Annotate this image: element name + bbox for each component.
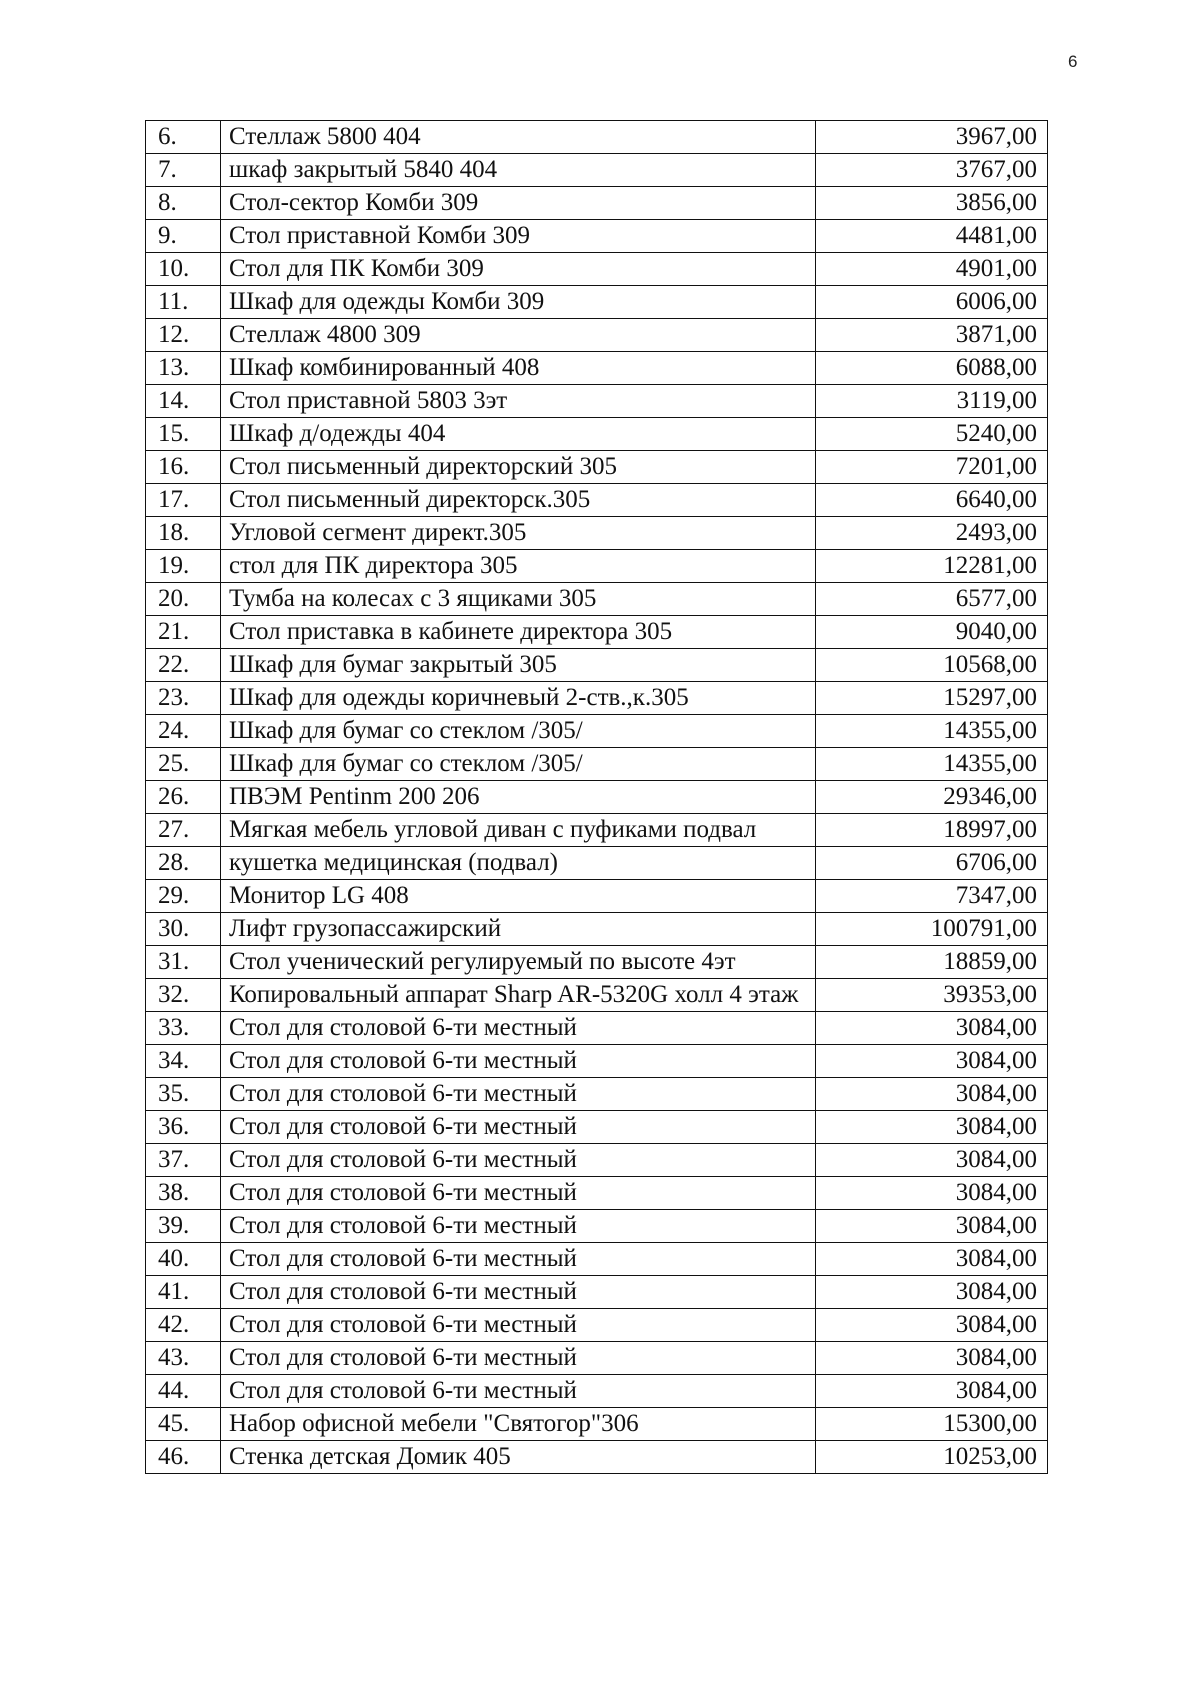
item-name-cell: Стол письменный директорск.305 (221, 484, 816, 517)
row-number-cell: 23. (146, 682, 221, 715)
row-number-cell: 44. (146, 1375, 221, 1408)
item-price-cell: 18859,00 (816, 946, 1048, 979)
item-name-cell: Шкаф для бумаг закрытый 305 (221, 649, 816, 682)
table-row (146, 550, 1048, 583)
row-number-cell: 11. (146, 286, 221, 319)
row-number-cell: 12. (146, 319, 221, 352)
table-row (146, 319, 1048, 352)
item-price-cell: 3084,00 (816, 1045, 1048, 1078)
row-number-cell: 14. (146, 385, 221, 418)
table-row (146, 913, 1048, 946)
item-name-cell: Стол-сектор Комби 309 (221, 187, 816, 220)
table-row (146, 649, 1048, 682)
item-price-cell: 10253,00 (816, 1441, 1048, 1474)
item-name-cell: стол для ПК директора 305 (221, 550, 816, 583)
item-name-cell: Тумба на колесах с 3 ящиками 305 (221, 583, 816, 616)
item-price-cell: 3767,00 (816, 154, 1048, 187)
row-number-cell: 16. (146, 451, 221, 484)
row-number-cell: 24. (146, 715, 221, 748)
item-price-cell: 3856,00 (816, 187, 1048, 220)
table-row (146, 583, 1048, 616)
row-number-cell: 33. (146, 1012, 221, 1045)
table-row (146, 1309, 1048, 1342)
item-name-cell: Стол ученический регулируемый по высоте 4эт (221, 946, 816, 979)
item-name-cell: Стенка детская Домик 405 (221, 1441, 816, 1474)
item-name-cell: Мягкая мебель угловой диван с пуфиками подвал (221, 814, 816, 847)
item-name-cell: Стол для столовой 6-ти местный (221, 1210, 816, 1243)
row-number-cell: 45. (146, 1408, 221, 1441)
item-price-cell: 10568,00 (816, 649, 1048, 682)
item-name-cell: Стол письменный директорский 305 (221, 451, 816, 484)
item-name-cell: Набор офисной мебели "Святогор"306 (221, 1408, 816, 1441)
item-price-cell: 6088,00 (816, 352, 1048, 385)
row-number-cell: 36. (146, 1111, 221, 1144)
table-row (146, 517, 1048, 550)
table-row (146, 1012, 1048, 1045)
table-row (146, 847, 1048, 880)
table-row (146, 1243, 1048, 1276)
row-number-cell: 15. (146, 418, 221, 451)
row-number-cell: 6. (146, 121, 221, 154)
item-name-cell: ПВЭМ Pentinm 200 206 (221, 781, 816, 814)
table-row (146, 220, 1048, 253)
item-name-cell: Стол для ПК Комби 309 (221, 253, 816, 286)
row-number-cell: 37. (146, 1144, 221, 1177)
table-row (146, 1441, 1048, 1474)
table-row (146, 187, 1048, 220)
table-row (146, 484, 1048, 517)
item-price-cell: 3084,00 (816, 1342, 1048, 1375)
row-number-cell: 19. (146, 550, 221, 583)
item-price-cell: 3084,00 (816, 1276, 1048, 1309)
row-number-cell: 38. (146, 1177, 221, 1210)
item-name-cell: Стол для столовой 6-ти местный (221, 1342, 816, 1375)
row-number-cell: 40. (146, 1243, 221, 1276)
table-row (146, 748, 1048, 781)
row-number-cell: 13. (146, 352, 221, 385)
item-name-cell: Стол для столовой 6-ти местный (221, 1144, 816, 1177)
row-number-cell: 39. (146, 1210, 221, 1243)
item-name-cell: кушетка медицинская (подвал) (221, 847, 816, 880)
table-row (146, 946, 1048, 979)
item-price-cell: 3119,00 (816, 385, 1048, 418)
item-price-cell: 18997,00 (816, 814, 1048, 847)
item-price-cell: 4901,00 (816, 253, 1048, 286)
item-price-cell: 6577,00 (816, 583, 1048, 616)
page-number: 6 (1068, 52, 1078, 71)
item-price-cell: 3084,00 (816, 1309, 1048, 1342)
inventory-table (145, 120, 1048, 1474)
row-number-cell: 18. (146, 517, 221, 550)
item-name-cell: Стол приставной 5803 3эт (221, 385, 816, 418)
item-name-cell: шкаф закрытый 5840 404 (221, 154, 816, 187)
row-number-cell: 8. (146, 187, 221, 220)
table-row (146, 121, 1048, 154)
row-number-cell: 7. (146, 154, 221, 187)
item-name-cell: Стол для столовой 6-ти местный (221, 1309, 816, 1342)
table-row (146, 1111, 1048, 1144)
item-name-cell: Монитор LG 408 (221, 880, 816, 913)
item-price-cell: 3871,00 (816, 319, 1048, 352)
item-price-cell: 39353,00 (816, 979, 1048, 1012)
row-number-cell: 21. (146, 616, 221, 649)
item-name-cell: Стеллаж 4800 309 (221, 319, 816, 352)
row-number-cell: 9. (146, 220, 221, 253)
item-price-cell: 3084,00 (816, 1210, 1048, 1243)
table-row (146, 1078, 1048, 1111)
item-price-cell: 29346,00 (816, 781, 1048, 814)
table-row (146, 286, 1048, 319)
item-name-cell: Шкаф для одежды коричневый 2-ств.,к.305 (221, 682, 816, 715)
row-number-cell: 43. (146, 1342, 221, 1375)
item-name-cell: Стол для столовой 6-ти местный (221, 1045, 816, 1078)
row-number-cell: 31. (146, 946, 221, 979)
item-price-cell: 7347,00 (816, 880, 1048, 913)
item-price-cell: 9040,00 (816, 616, 1048, 649)
table-row (146, 616, 1048, 649)
item-price-cell: 6640,00 (816, 484, 1048, 517)
table-row (146, 1045, 1048, 1078)
item-price-cell: 14355,00 (816, 748, 1048, 781)
item-name-cell: Стол приставной Комби 309 (221, 220, 816, 253)
item-name-cell: Лифт грузопассажирский (221, 913, 816, 946)
table-row (146, 715, 1048, 748)
item-name-cell: Стеллаж 5800 404 (221, 121, 816, 154)
item-name-cell: Угловой сегмент директ.305 (221, 517, 816, 550)
item-name-cell: Стол для столовой 6-ти местный (221, 1375, 816, 1408)
table-row (146, 1342, 1048, 1375)
item-name-cell: Стол для столовой 6-ти местный (221, 1177, 816, 1210)
table-row (146, 1375, 1048, 1408)
row-number-cell: 42. (146, 1309, 221, 1342)
item-name-cell: Шкаф для бумаг со стеклом /305/ (221, 748, 816, 781)
table-row (146, 979, 1048, 1012)
item-price-cell: 15297,00 (816, 682, 1048, 715)
item-name-cell: Стол приставка в кабинете директора 305 (221, 616, 816, 649)
item-price-cell: 5240,00 (816, 418, 1048, 451)
table-row (146, 352, 1048, 385)
table-row (146, 418, 1048, 451)
row-number-cell: 22. (146, 649, 221, 682)
table-row (146, 1408, 1048, 1441)
item-price-cell: 3967,00 (816, 121, 1048, 154)
item-name-cell: Стол для столовой 6-ти местный (221, 1111, 816, 1144)
item-name-cell: Стол для столовой 6-ти местный (221, 1243, 816, 1276)
row-number-cell: 26. (146, 781, 221, 814)
table-row (146, 781, 1048, 814)
item-price-cell: 4481,00 (816, 220, 1048, 253)
item-name-cell: Стол для столовой 6-ти местный (221, 1276, 816, 1309)
inventory-table-body (146, 121, 1048, 1474)
item-price-cell: 6006,00 (816, 286, 1048, 319)
table-row (146, 253, 1048, 286)
item-price-cell: 6706,00 (816, 847, 1048, 880)
row-number-cell: 35. (146, 1078, 221, 1111)
item-name-cell: Шкаф комбинированный 408 (221, 352, 816, 385)
table-row (146, 1210, 1048, 1243)
row-number-cell: 46. (146, 1441, 221, 1474)
table-row (146, 880, 1048, 913)
table-row (146, 814, 1048, 847)
item-price-cell: 15300,00 (816, 1408, 1048, 1441)
item-price-cell: 14355,00 (816, 715, 1048, 748)
table-row (146, 1177, 1048, 1210)
item-price-cell: 7201,00 (816, 451, 1048, 484)
item-name-cell: Копировальный аппарат Sharp AR-5320G холл 4 этаж (221, 979, 816, 1012)
row-number-cell: 34. (146, 1045, 221, 1078)
item-name-cell: Шкаф для одежды Комби 309 (221, 286, 816, 319)
item-price-cell: 3084,00 (816, 1012, 1048, 1045)
item-name-cell: Стол для столовой 6-ти местный (221, 1012, 816, 1045)
item-name-cell: Шкаф д/одежды 404 (221, 418, 816, 451)
table-row (146, 451, 1048, 484)
item-price-cell: 3084,00 (816, 1078, 1048, 1111)
row-number-cell: 30. (146, 913, 221, 946)
row-number-cell: 29. (146, 880, 221, 913)
item-price-cell: 3084,00 (816, 1177, 1048, 1210)
item-price-cell: 3084,00 (816, 1375, 1048, 1408)
row-number-cell: 10. (146, 253, 221, 286)
row-number-cell: 25. (146, 748, 221, 781)
item-price-cell: 3084,00 (816, 1144, 1048, 1177)
row-number-cell: 17. (146, 484, 221, 517)
item-name-cell: Шкаф для бумаг со стеклом /305/ (221, 715, 816, 748)
table-row (146, 154, 1048, 187)
item-price-cell: 100791,00 (816, 913, 1048, 946)
row-number-cell: 28. (146, 847, 221, 880)
row-number-cell: 41. (146, 1276, 221, 1309)
table-row (146, 1144, 1048, 1177)
table-row (146, 1276, 1048, 1309)
item-price-cell: 12281,00 (816, 550, 1048, 583)
table-row (146, 682, 1048, 715)
table-row (146, 385, 1048, 418)
item-price-cell: 3084,00 (816, 1111, 1048, 1144)
item-name-cell: Стол для столовой 6-ти местный (221, 1078, 816, 1111)
item-price-cell: 3084,00 (816, 1243, 1048, 1276)
row-number-cell: 32. (146, 979, 221, 1012)
item-price-cell: 2493,00 (816, 517, 1048, 550)
row-number-cell: 20. (146, 583, 221, 616)
row-number-cell: 27. (146, 814, 221, 847)
